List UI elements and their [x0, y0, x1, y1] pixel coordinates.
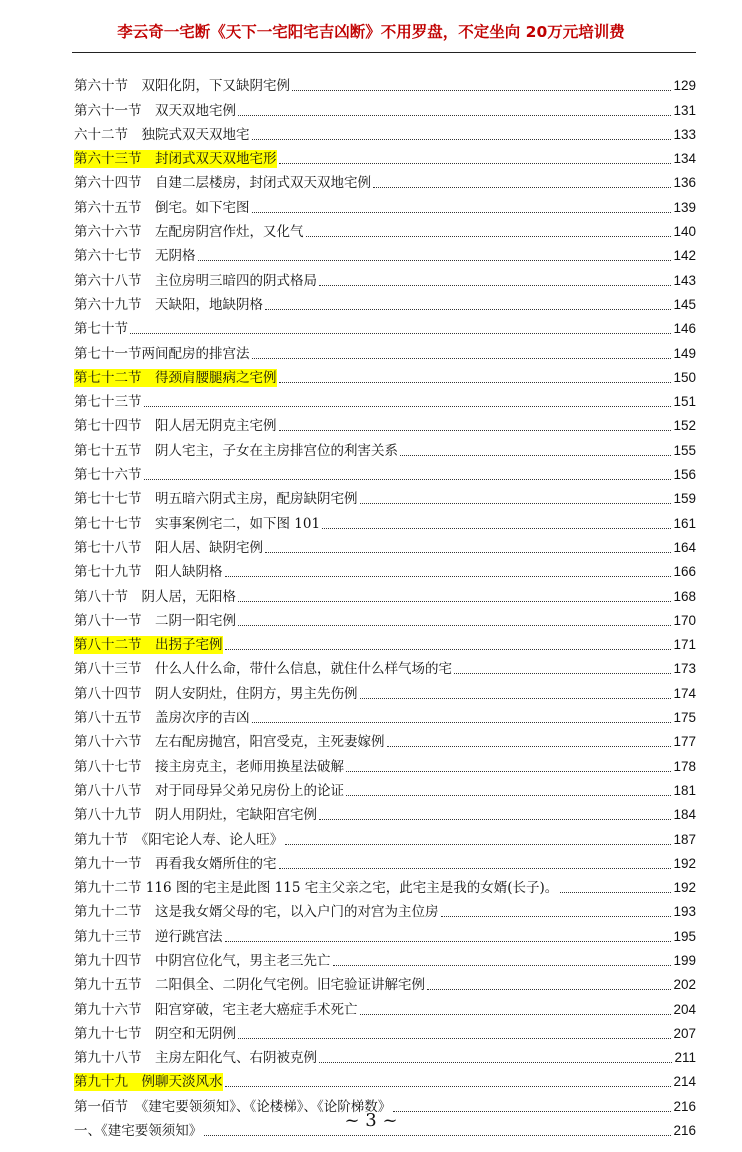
toc-dot-leader	[238, 115, 671, 116]
toc-entry-page: 140	[673, 224, 696, 240]
toc-entry-title: 第七十七节 明五暗六阴式主房，配房缺阴宅例	[74, 491, 358, 508]
toc-dot-leader	[238, 601, 671, 602]
toc-dot-leader	[265, 309, 671, 310]
toc-dot-leader	[144, 479, 672, 480]
toc-dot-leader	[333, 965, 672, 966]
toc-entry-page: 129	[673, 78, 696, 94]
toc-entry-page: 192	[673, 880, 696, 896]
toc-entry-title: 第八十四节 阴人安阴灶，住阴方，男主先伤例	[74, 685, 358, 702]
toc-entry[interactable]	[74, 363, 696, 387]
toc-dot-leader	[346, 795, 671, 796]
toc-entry[interactable]	[74, 120, 696, 144]
page-number: ~ 3 ~	[344, 1110, 398, 1131]
toc-dot-leader	[346, 771, 671, 772]
toc-entry[interactable]	[74, 144, 696, 168]
header-divider	[72, 52, 696, 53]
toc-entry-page: 216	[673, 1123, 696, 1139]
toc-entry-title: 第九十六节 阳宫穿破，宅主老大癌症手术死亡	[74, 1001, 358, 1018]
toc-entry[interactable]	[74, 873, 696, 897]
toc-entry-page: 187	[673, 831, 696, 847]
toc-entry-title: 第六十九节 天缺阳，地缺阴格	[74, 296, 263, 313]
toc-entry[interactable]	[74, 1067, 696, 1091]
toc-entry-page: 202	[673, 977, 696, 993]
toc-entry-page: 156	[673, 467, 696, 483]
toc-dot-leader	[427, 989, 671, 990]
toc-entry[interactable]	[74, 533, 696, 557]
toc-dot-leader	[285, 844, 671, 845]
toc-entry[interactable]	[74, 71, 696, 95]
toc-dot-leader	[441, 916, 672, 917]
toc-entry-title: 第六十六节 左配房阴宫作灶，又化气	[74, 224, 304, 241]
toc-dot-leader	[319, 285, 671, 286]
toc-dot-leader	[130, 333, 671, 334]
toc-entry-page: 131	[673, 102, 696, 118]
toc-entry-title: 第七十七节 实事案例宅二，如下图 101	[74, 515, 321, 532]
toc-entry-title: 第八十三节 什么人什么命，带什么信息，就住什么样气场的宅	[74, 661, 452, 678]
toc-dot-leader	[279, 430, 672, 431]
toc-entry-title: 第六十五节 倒宅。如下宅图	[74, 199, 250, 216]
toc-entry[interactable]	[74, 557, 696, 581]
toc-entry-page: 133	[673, 126, 696, 142]
toc-entry[interactable]	[74, 921, 696, 945]
toc-dot-leader	[204, 1135, 671, 1136]
toc-entry[interactable]	[74, 460, 696, 484]
toc-entry-title: 第一佰节 《建宅要领须知》、《论楼梯》、《论阶梯数》	[74, 1098, 392, 1115]
toc-dot-leader	[454, 673, 671, 674]
toc-entry-title: 第八十七节 接主房克主，老师用换星法破解	[74, 758, 344, 775]
toc-entry[interactable]	[74, 192, 696, 216]
toc-entry[interactable]	[74, 241, 696, 265]
toc-entry-page: 145	[673, 296, 696, 312]
toc-entry-page: 184	[673, 807, 696, 823]
toc-entry[interactable]	[74, 727, 696, 751]
toc-dot-leader	[252, 139, 672, 140]
toc-dot-leader	[252, 722, 672, 723]
toc-entry-page: 195	[673, 928, 696, 944]
toc-entry-page: 207	[673, 1025, 696, 1041]
toc-entry-title: 第九十四节 中阴宫位化气，男主老三先亡	[74, 952, 331, 969]
toc-entry-page: 134	[673, 151, 696, 167]
toc-entry-page: 143	[673, 272, 696, 288]
toc-entry[interactable]	[74, 338, 696, 362]
toc-entry-title: 第七十二节 得颈肩腰腿病之宅例	[74, 369, 277, 386]
document-header-title: 李云奇一宅断《天下一宅阳宅吉凶断》不用罗盘，不定坐向 20万元培训费	[117, 23, 625, 41]
toc-entry-page: 174	[673, 685, 696, 701]
toc-dot-leader	[319, 1062, 672, 1063]
toc-dot-leader	[279, 382, 672, 383]
toc-dot-leader	[306, 236, 672, 237]
toc-entry[interactable]	[74, 606, 696, 630]
toc-dot-leader	[265, 552, 671, 553]
toc-entry-title: 第六十四节 自建二层楼房，封闭式双天双地宅例	[74, 175, 371, 192]
toc-entry-title: 第八十九节 阴人用阴灶，宅缺阳宫宅例	[74, 807, 317, 824]
toc-dot-leader	[144, 406, 672, 407]
toc-entry-page: 159	[673, 491, 696, 507]
toc-entry-page: 175	[673, 710, 696, 726]
toc-entry[interactable]	[74, 824, 696, 848]
toc-entry-title: 第七十三节	[74, 394, 142, 411]
toc-entry-page: 168	[673, 588, 696, 604]
toc-entry-page: 199	[673, 952, 696, 968]
toc-entry-title: 第七十八节 阳人居、缺阴宅例	[74, 539, 263, 556]
toc-entry-title: 第八十八节 对于同母异父弟兄房份上的论证	[74, 782, 344, 799]
toc-entry-title: 第九十五节 二阳俱全、二阴化气宅例。旧宅验证讲解宅例	[74, 977, 425, 994]
toc-entry-page: 192	[673, 855, 696, 871]
toc-dot-leader	[225, 1086, 672, 1087]
toc-entry-title: 第九十节 《阳宅论人寿、论人旺》	[74, 831, 284, 848]
toc-dot-leader	[560, 892, 671, 893]
toc-entry-page: 204	[673, 1001, 696, 1017]
toc-dot-leader	[292, 90, 671, 91]
toc-entry-title: 第九十八节 主房左阳化气、右阴被克例	[74, 1050, 317, 1067]
toc-entry-title: 第八十六节 左右配房抛宫，阳宫受克，主死妻嫁例	[74, 734, 385, 751]
toc-dot-leader	[360, 698, 672, 699]
toc-entry[interactable]	[74, 314, 696, 338]
toc-entry-title: 第九十一节 再看我女婿所住的宅	[74, 855, 277, 872]
toc-entry-title: 第六十节 双阳化阴，下又缺阴宅例	[74, 78, 290, 95]
toc-entry-title: 第六十七节 无阴格	[74, 248, 196, 265]
toc-dot-leader	[225, 649, 672, 650]
toc-entry-title: 第九十二节 这是我女婿父母的宅，以入户门的对宫为主位房	[74, 904, 439, 921]
toc-dot-leader	[252, 212, 672, 213]
toc-entry[interactable]	[74, 290, 696, 314]
toc-entry-title: 第八十一节 二阴一阳宅例	[74, 612, 236, 629]
toc-entry[interactable]	[74, 1019, 696, 1043]
toc-entry-page: 173	[673, 661, 696, 677]
toc-dot-leader	[238, 625, 671, 626]
toc-entry-page: 211	[674, 1050, 696, 1066]
toc-dot-leader	[279, 163, 672, 164]
toc-entry[interactable]	[74, 630, 696, 654]
toc-entry-page: 161	[673, 515, 696, 531]
toc-entry-page: 139	[673, 199, 696, 215]
toc-entry-title: 第八十节 阴人居，无阳格	[74, 588, 236, 605]
toc-dot-leader	[225, 576, 672, 577]
toc-entry-page: 178	[673, 758, 696, 774]
toc-entry-page: 181	[673, 782, 696, 798]
toc-dot-leader	[238, 1038, 671, 1039]
table-of-contents	[74, 71, 696, 1140]
toc-entry-page: 150	[673, 369, 696, 385]
toc-entry[interactable]	[74, 678, 696, 702]
toc-entry-page: 152	[673, 418, 696, 434]
toc-entry-title: 第七十四节 阳人居无阴克主宅例	[74, 418, 277, 435]
toc-entry-title: 第九十七节 阴空和无阴例	[74, 1025, 236, 1042]
toc-dot-leader	[225, 941, 672, 942]
toc-entry-page: 166	[673, 564, 696, 580]
toc-entry-title: 第七十节	[74, 321, 128, 338]
toc-entry-title: 第六十八节 主位房明三暗四的阴式格局	[74, 272, 317, 289]
toc-entry-title: 第九十三节 逆行跳宫法	[74, 928, 223, 945]
toc-entry-title: 第八十五节 盖房次序的吉凶	[74, 710, 250, 727]
toc-entry-page: 170	[673, 612, 696, 628]
toc-dot-leader	[198, 260, 672, 261]
toc-entry[interactable]	[74, 411, 696, 435]
toc-entry[interactable]	[74, 1043, 696, 1067]
toc-entry-page: 146	[673, 321, 696, 337]
toc-entry[interactable]	[74, 168, 696, 192]
toc-entry-page: 149	[673, 345, 696, 361]
toc-dot-leader	[400, 455, 671, 456]
toc-entry-title: 第七十一节两间配房的排宫法	[74, 345, 250, 362]
toc-entry-page: 216	[673, 1098, 696, 1114]
toc-entry-page: 155	[673, 442, 696, 458]
toc-entry[interactable]	[74, 946, 696, 970]
toc-entry-title: 第六十一节 双天双地宅例	[74, 102, 236, 119]
toc-entry[interactable]	[74, 849, 696, 873]
toc-entry-title: 第七十五节 阴人宅主，子女在主房排宫位的利害关系	[74, 442, 398, 459]
toc-entry[interactable]	[74, 217, 696, 241]
toc-entry-title: 一、《建宅要领须知》	[74, 1123, 203, 1140]
toc-entry-title: 第七十六节	[74, 467, 142, 484]
toc-entry[interactable]	[74, 800, 696, 824]
toc-entry[interactable]	[74, 95, 696, 119]
toc-entry[interactable]	[74, 654, 696, 678]
toc-entry-page: 142	[673, 248, 696, 264]
toc-entry-page: 151	[673, 394, 696, 410]
toc-entry-title: 第六十三节 封闭式双天双地宅形	[74, 151, 277, 168]
toc-entry-page: 193	[673, 904, 696, 920]
toc-entry[interactable]	[74, 508, 696, 532]
toc-entry[interactable]	[74, 994, 696, 1018]
toc-entry-title: 六十二节 独院式双天双地宅	[74, 126, 250, 143]
toc-entry[interactable]	[74, 970, 696, 994]
toc-dot-leader	[252, 358, 672, 359]
toc-entry-title: 第九十二节 116 图的宅主是此图 115 宅主父亲之宅，此宅主是我的女婿(长子)。	[74, 880, 559, 897]
toc-entry-page: 164	[673, 539, 696, 555]
toc-dot-leader	[322, 528, 671, 529]
toc-entry-page: 177	[673, 734, 696, 750]
toc-entry-title: 第八十二节 出拐子宅例	[74, 637, 223, 654]
toc-entry[interactable]	[74, 387, 696, 411]
toc-dot-leader	[360, 1014, 672, 1015]
toc-entry-title: 第九十九 例聊天淡风水	[74, 1074, 223, 1091]
toc-dot-leader	[373, 187, 671, 188]
toc-entry[interactable]	[74, 265, 696, 289]
toc-entry-title: 第七十九节 阳人缺阴格	[74, 564, 223, 581]
toc-entry[interactable]	[74, 776, 696, 800]
toc-entry[interactable]	[74, 435, 696, 459]
toc-entry-page: 171	[673, 637, 696, 653]
toc-entry[interactable]	[74, 897, 696, 921]
toc-entry[interactable]	[74, 703, 696, 727]
toc-dot-leader	[387, 746, 672, 747]
toc-dot-leader	[319, 819, 671, 820]
toc-entry-page: 214	[673, 1074, 696, 1090]
toc-entry[interactable]	[74, 751, 696, 775]
toc-entry[interactable]	[74, 581, 696, 605]
toc-dot-leader	[279, 868, 672, 869]
toc-entry-page: 136	[673, 175, 696, 191]
toc-entry[interactable]	[74, 484, 696, 508]
toc-dot-leader	[360, 503, 672, 504]
